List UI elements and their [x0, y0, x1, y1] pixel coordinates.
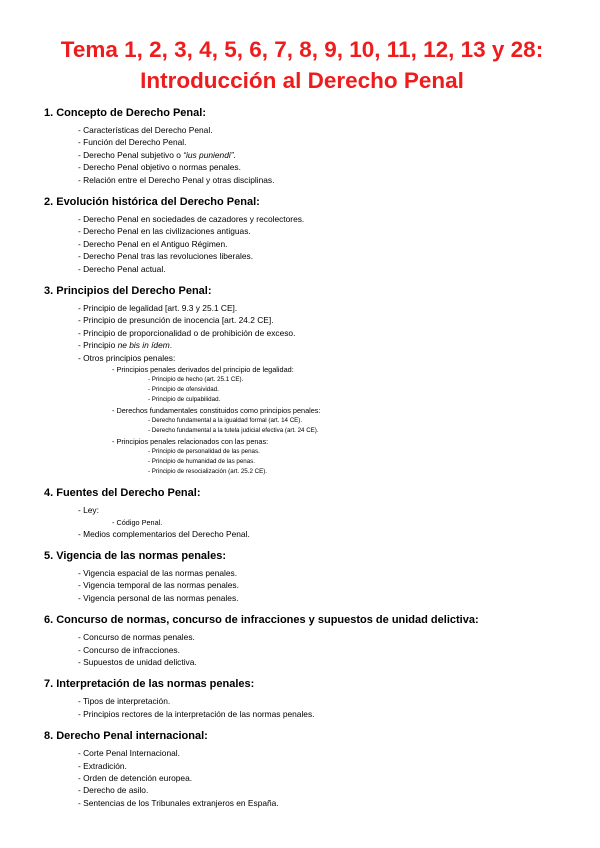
item-text: . [233, 149, 236, 160]
list-item: - Derecho Penal en el Antiguo Régimen. [78, 238, 228, 249]
sublist-item [78, 405, 560, 436]
item-list [44, 124, 560, 186]
section-heading: 8. Derecho Penal internacional: [44, 730, 208, 743]
item-text: - Derecho Penal subjetivo o [78, 149, 184, 160]
subsublist-item: - Principio de resocialización (art. 25.2 CE). [148, 468, 267, 476]
item-list [44, 695, 560, 720]
section-fuentes [44, 486, 560, 540]
list-item [44, 339, 560, 351]
sublist [78, 364, 560, 477]
sublist-label: - Principios penales relacionados con las penas: [112, 437, 269, 447]
sublist-item [78, 364, 560, 405]
list-item: - Derecho Penal objetivo o normas penales. [78, 162, 241, 173]
sublist [78, 517, 560, 528]
item-list [44, 504, 560, 540]
item-list [44, 631, 560, 668]
list-item: - Tipos de interpretación. [78, 696, 171, 707]
subsublist-item: - Principio de personalidad de las penas. [148, 448, 260, 456]
item-list [44, 567, 560, 604]
section-concepto [44, 106, 560, 186]
item-text: - Otros principios penales: [78, 352, 176, 363]
section-concurso [44, 613, 560, 668]
section-heading: 7. Interpretación de las normas penales: [44, 678, 255, 691]
section-heading: 5. Vigencia de las normas penales: [44, 549, 226, 562]
item-list [44, 302, 560, 477]
item-text: - Principio [78, 340, 118, 351]
subsublist-item: - Derecho fundamental a la igualdad formal (art. 14 CE). [148, 417, 303, 425]
item-emphasis: ne bis in ídem [117, 340, 170, 351]
list-item: - Principio de proporcionalidad o de prohibición de exceso. [78, 327, 296, 338]
item-text: . [169, 340, 173, 351]
title-line-1: Tema 1, 2, 3, 4, 5, 6, 7, 8, 9, 10, 11, 12, 13 y 28: [60, 37, 544, 62]
section-heading: 3. Principios del Derecho Penal: [44, 285, 212, 298]
list-item: - Vigencia personal de las normas penales. [78, 592, 239, 603]
list-item [44, 504, 560, 527]
list-item: - Derecho Penal en sociedades de cazadores y recolectores. [78, 214, 305, 225]
sublist-label: - Derechos fundamentales constituidos como principios penales: [112, 406, 321, 416]
list-item: - Sentencias de los Tribunales extranjeros en España. [78, 797, 279, 808]
list-item: - Función del Derecho Penal. [78, 137, 187, 148]
list-item: - Medios complementarios del Derecho Penal. [78, 528, 250, 539]
subsublist-item: - Principio de humanidad de las penas. [148, 458, 255, 466]
subsublist [112, 416, 560, 436]
list-item: - Derecho Penal en las civilizaciones antiguas. [78, 226, 251, 237]
document-title [44, 34, 560, 96]
list-item: - Características del Derecho Penal. [78, 125, 213, 135]
subsublist-item: - Principio de hecho (art. 25.1 CE). [148, 376, 244, 384]
section-heading: 1. Concepto de Derecho Penal: [44, 107, 206, 119]
list-item: - Supuestos de unidad delictiva. [78, 656, 197, 667]
section-internacional [44, 729, 560, 809]
section-heading: 6. Concurso de normas, concurso de infracciones y supuestos de unidad delictiva: [44, 614, 479, 627]
list-item: - Concurso de normas penales. [78, 632, 195, 643]
list-item: - Vigencia temporal de las normas penales. [78, 580, 239, 591]
list-item [44, 149, 560, 161]
list-item: - Extradición. [78, 760, 127, 771]
title-line-2: Introducción al Derecho Penal [140, 68, 464, 93]
section-evolucion [44, 195, 560, 275]
list-item: - Concurso de infracciones. [78, 644, 180, 655]
list-item [44, 352, 560, 477]
subsublist [112, 375, 560, 405]
list-item: - Principios rectores de la interpretación de las normas penales. [78, 708, 315, 719]
section-interpretacion [44, 677, 560, 720]
list-item: - Relación entre el Derecho Penal y otras disciplinas. [78, 174, 275, 185]
sublist-label: - Principios penales derivados del principio de legalidad: [112, 365, 294, 375]
section-vigencia [44, 549, 560, 604]
item-list [44, 747, 560, 809]
subsublist [112, 447, 560, 477]
section-principios [44, 284, 560, 477]
sublist-item: - Código Penal. [112, 517, 163, 527]
list-item: - Orden de detención europea. [78, 772, 193, 783]
list-item: - Derecho de asilo. [78, 785, 149, 796]
subsublist-item: - Principio de ofensividad. [148, 386, 219, 394]
section-heading: 4. Fuentes del Derecho Penal: [44, 487, 201, 500]
list-item: - Principio de presunción de inocencia [art. 24.2 CE]. [78, 315, 274, 326]
list-item: - Vigencia espacial de las normas penales. [78, 567, 238, 578]
item-emphasis: “ius puniendi” [183, 149, 234, 160]
item-text: - Ley: [78, 505, 99, 516]
sublist-item [78, 436, 560, 477]
subsublist-item: - Derecho fundamental a la tutela judicial efectiva (art. 24 CE). [148, 427, 319, 435]
section-heading: 2. Evolución histórica del Derecho Penal: [44, 196, 260, 209]
list-item: - Corte Penal Internacional. [78, 748, 180, 759]
list-item: - Principio de legalidad [art. 9.3 y 25.1 CE]. [78, 303, 238, 314]
subsublist-item: - Principio de culpabilidad. [148, 396, 221, 404]
list-item: - Derecho Penal tras las revoluciones liberales. [78, 251, 254, 262]
item-list [44, 213, 560, 275]
list-item: - Derecho Penal actual. [78, 263, 166, 274]
